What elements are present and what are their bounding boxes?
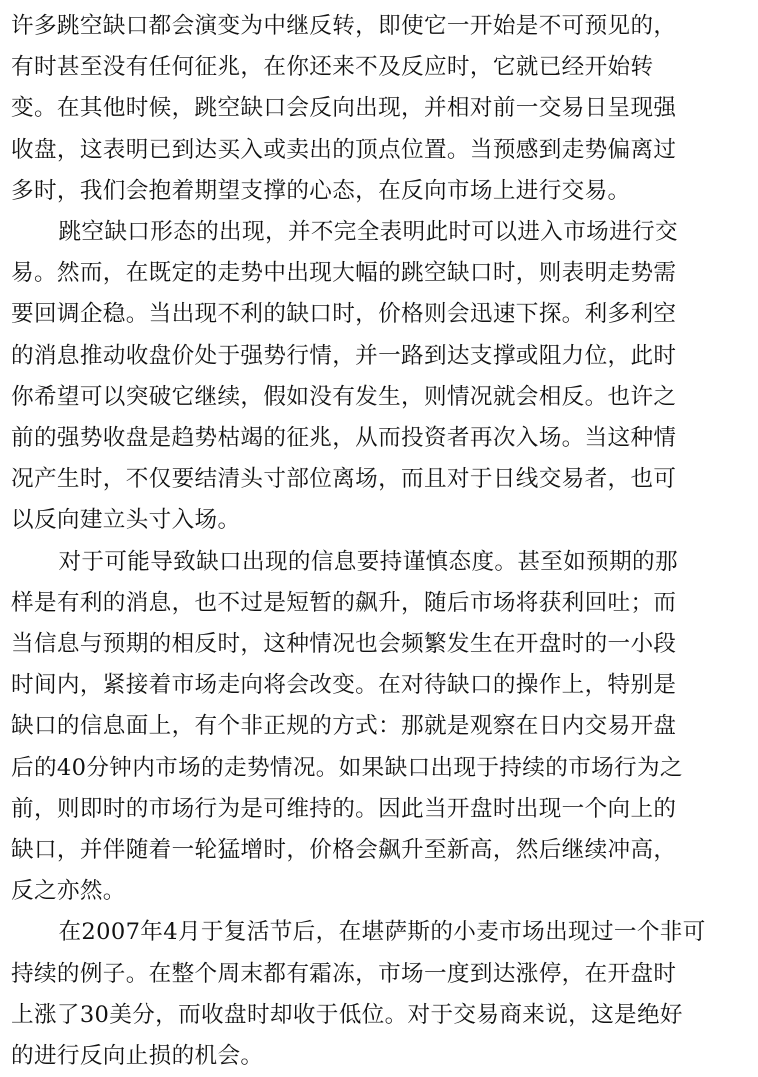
text-line: 前的强势收盘是趋势枯竭的征兆，从而投资者再次入场。当这种情 bbox=[11, 425, 677, 452]
text-line: 收盘，这表明已到达买入或卖出的顶点位置。当预感到走势偏离过 bbox=[11, 136, 677, 163]
text-line: 缺口，并伴随着一轮猛增时，价格会飙升至新高，然后继续冲高， bbox=[11, 837, 677, 864]
text-line: 多时，我们会抱着期望支撑的心态，在反向市场上进行交易。 bbox=[11, 177, 631, 204]
text-line: 况产生时，不仅要结清头寸部位离场，而且对于日线交易者，也可 bbox=[11, 466, 677, 493]
text-line: 缺口的信息面上，有个非正规的方式：那就是观察在日内交易开盘 bbox=[11, 713, 677, 740]
text-line: 持续的例子。在整个周末都有霜冻，市场一度到达涨停，在开盘时 bbox=[11, 960, 677, 987]
text-line: 的进行反向止损的机会。 bbox=[11, 1043, 264, 1070]
text-line: 你希望可以突破它继续，假如没有发生，则情况就会相反。也许之 bbox=[11, 383, 677, 410]
text-line: 样是有利的消息，也不过是短暂的飙升，随后市场将获利回吐；而 bbox=[11, 589, 677, 616]
text-line: 在2007年4月于复活节后，在堪萨斯的小麦市场出现过一个非可 bbox=[58, 919, 706, 946]
paragraph-2 bbox=[11, 212, 752, 542]
paragraph-3 bbox=[11, 542, 752, 913]
text-line: 许多跳空缺口都会演变为中继反转，即使它一开始是不可预见的， bbox=[11, 13, 677, 39]
text-line: 时间内，紧接着市场走向将会改变。在对待缺口的操作上，特别是 bbox=[11, 672, 677, 699]
text-line: 易。然而，在既定的走势中出现大幅的跳空缺口时，则表明走势需 bbox=[11, 260, 677, 287]
paragraph-1 bbox=[11, 6, 752, 212]
text-line: 跳空缺口形态的出现，并不完全表明此时可以进入市场进行交 bbox=[58, 219, 678, 246]
text-line: 以反向建立头寸入场。 bbox=[11, 507, 241, 534]
text-line: 要回调企稳。当出现不利的缺口时，价格则会迅速下探。利多利空 bbox=[11, 301, 677, 328]
text-line: 变。在其他时候，跳空缺口会反向出现，并相对前一交易日呈现强 bbox=[11, 95, 677, 122]
text-line: 对于可能导致缺口出现的信息要持谨慎态度。甚至如预期的那 bbox=[58, 548, 678, 575]
text-line: 上涨了30美分，而收盘时却收于低位。对于交易商来说，这是绝好 bbox=[11, 1001, 683, 1028]
text-line: 前，则即时的市场行为是可维持的。因此当开盘时出现一个向上的 bbox=[11, 795, 677, 822]
text-line: 有时甚至没有任何征兆，在你还来不及反应时，它就已经开始转 bbox=[11, 54, 654, 81]
text-line: 后的40分钟内市场的走势情况。如果缺口出现于持续的市场行为之 bbox=[11, 754, 683, 781]
text-line: 当信息与预期的相反时，这种情况也会频繁发生在开盘时的一小段 bbox=[11, 631, 677, 658]
paragraph-4 bbox=[11, 912, 752, 1077]
text-line: 的消息推动收盘价处于强势行情，并一路到达支撑或阻力位，此时 bbox=[11, 342, 677, 369]
text-line: 反之亦然。 bbox=[11, 878, 126, 905]
